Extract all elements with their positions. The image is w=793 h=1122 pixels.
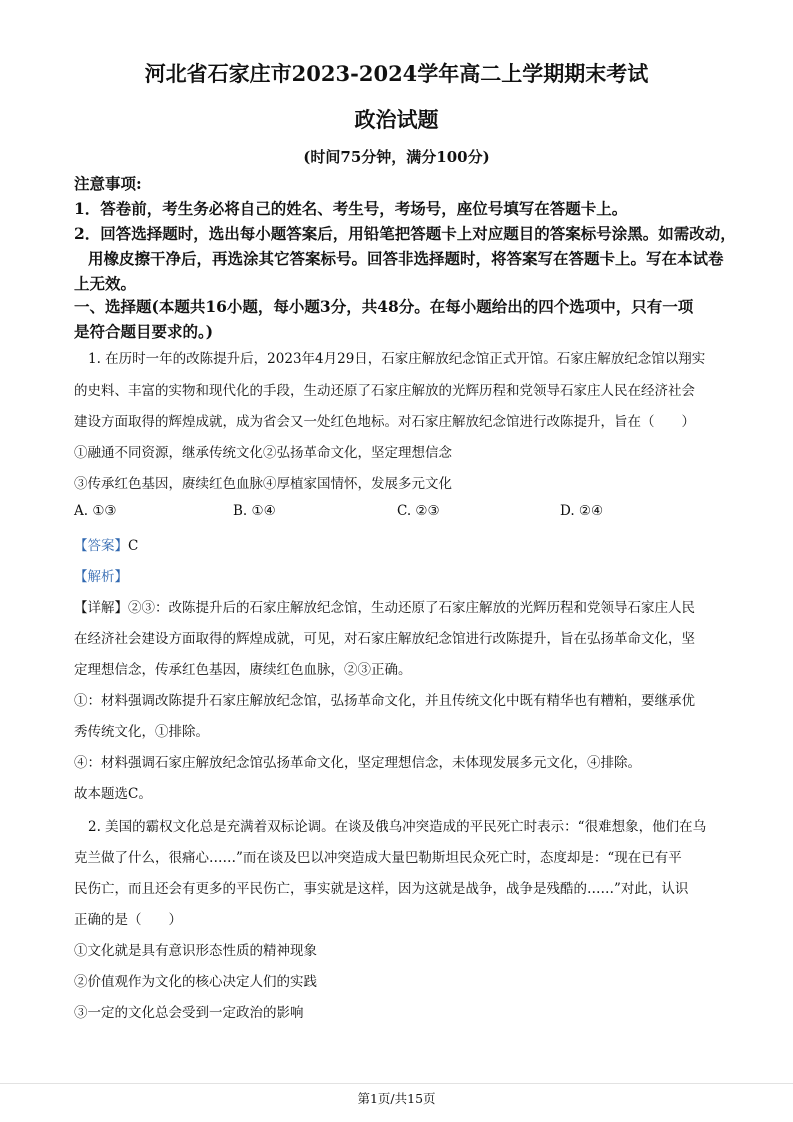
q1-stem-line-2: 的史料、丰富的实物和现代化的手段，生动还原了石家庄解放的光辉历程和党领导石家庄人民在经济社会 (74, 383, 695, 399)
analysis-tag: 【解析】 (74, 569, 128, 585)
q1-answer-value: C (128, 538, 139, 554)
notice-item-2-line-2: 用橡皮擦干净后，再选涂其它答案标号。回答非选择题时，将答案写在答题卡上。写在本试卷 (88, 249, 724, 268)
q1-answer-line (74, 534, 138, 554)
q1-detail-line-4: ①：材料强调改陈提升石家庄解放纪念馆，弘扬革命文化，并且传统文化中既有精华也有糟粕，要继承优 (74, 693, 695, 709)
q1-stem-line-1: 1. 在历时一年的改陈提升后，2023年4月29日，石家庄解放纪念馆正式开馆。石家庄解放纪念馆以翔实 (88, 351, 706, 367)
page-number: 第1页/共15页 (357, 1091, 436, 1106)
exam-time-info: (时间75分钟，满分100分) (303, 148, 490, 166)
q1-option-b: B. ①④ (233, 503, 276, 519)
exam-subject: 政治试题 (354, 107, 439, 132)
q2-statement-2: ②价值观作为文化的核心决定人们的实践 (74, 974, 317, 990)
section-heading-line-2: 是符合题目要求的。) (74, 322, 214, 341)
q2-stem-line-3: 民伤亡，而且还会有更多的平民伤亡，事实就是这样，因为这就是战争，战争是残酷的……”对此，认识 (74, 881, 689, 897)
q1-detail-text-1: ②③：改陈提升后的石家庄解放纪念馆，生动还原了石家庄解放的光辉历程和党领导石家庄人民 (128, 600, 695, 616)
q1-detail-line-3: 定理想信念，传承红色基因，赓续红色血脉，②③正确。 (74, 662, 412, 678)
exam-title: 河北省石家庄市2023-2024学年高二上学期期末考试 (144, 61, 649, 86)
notice-heading: 注意事项: (74, 174, 142, 193)
q2-statement-3: ③一定的文化总会受到一定政治的影响 (74, 1005, 304, 1021)
q1-stem-line-3: 建设方面取得的辉煌成就，成为省会又一处红色地标。对石家庄解放纪念馆进行改陈提升，旨在（ ） (74, 414, 695, 430)
q1-option-c: C. ②③ (397, 503, 440, 519)
section-heading-line-1: 一、选择题(本题共16小题，每小题3分，共48分。在每小题给出的四个选项中，只有一项 (74, 297, 694, 316)
q1-option-a: A. ①③ (74, 503, 117, 519)
answer-tag: 【答案】 (74, 538, 128, 554)
q1-detail-line-2: 在经济社会建设方面取得的辉煌成就，可见，对石家庄解放纪念馆进行改陈提升，旨在弘扬革命文化，坚 (74, 631, 695, 647)
q1-option-d: D. ②④ (560, 503, 604, 519)
footer-divider (0, 1083, 793, 1084)
q1-detail-line-7: 故本题选C。 (74, 786, 152, 802)
q2-statement-1: ①文化就是具有意识形态性质的精神现象 (74, 943, 317, 959)
notice-item-1: 1．答卷前，考生务必将自己的姓名、考生号，考场号，座位号填写在答题卡上。 (74, 199, 628, 218)
q2-stem-line-2: 克兰做了什么，很痛心……”而在谈及巴以冲突造成大量巴勒斯坦民众死亡时，态度却是：“现在已有平 (74, 850, 682, 866)
q2-stem-line-4: 正确的是（ ） (74, 912, 182, 928)
notice-item-2-line-1: 2．回答选择题时，选出每小题答案后，用铅笔把答题卡上对应题目的答案标号涂黑。如需改动， (74, 224, 736, 243)
detail-tag: 【详解】 (74, 600, 128, 616)
q1-detail-line-5: 秀传统文化，①排除。 (74, 724, 209, 740)
q1-statement-1: ①融通不同资源，继承传统文化②弘扬革命文化，坚定理想信念 (74, 445, 452, 461)
q2-stem-line-1: 2. 美国的霸权文化总是充满着双标论调。在谈及俄乌冲突造成的平民死亡时表示：“很难想象，他们在乌 (88, 819, 707, 835)
q1-detail-line-1 (74, 596, 695, 616)
q1-detail-line-6: ④：材料强调石家庄解放纪念馆弘扬革命文化，坚定理想信念，未体现发展多元文化，④排除。 (74, 755, 641, 771)
notice-item-2-line-3: 上无效。 (74, 274, 137, 293)
q1-statement-2: ③传承红色基因，赓续红色血脉④厚植家国情怀，发展多元文化 (74, 476, 452, 492)
